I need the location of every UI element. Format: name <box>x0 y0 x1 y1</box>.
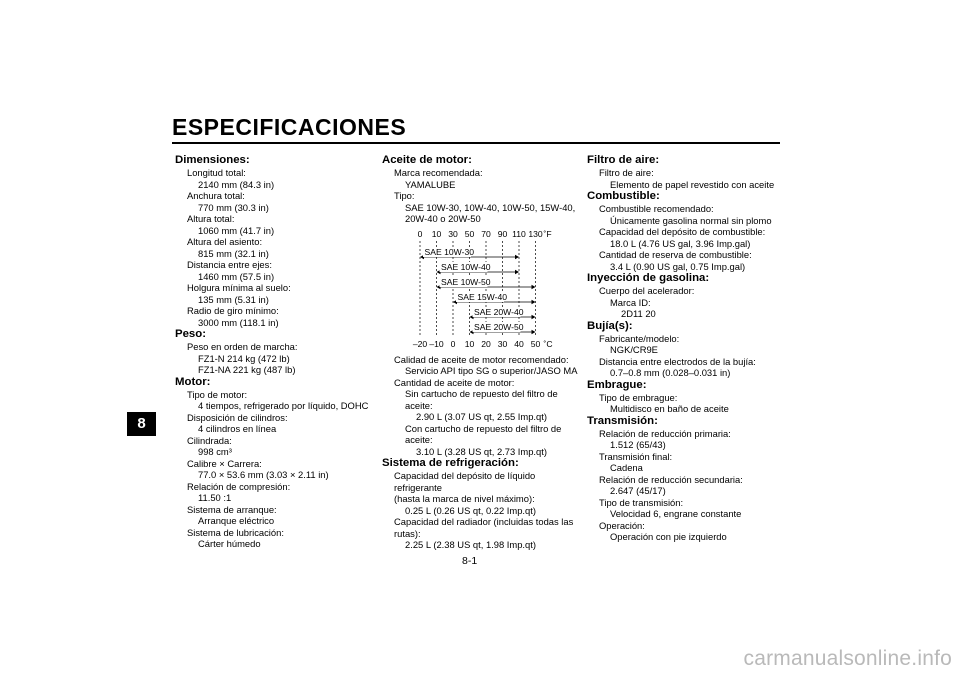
viscosity-band-label: SAE 10W-50 <box>441 276 491 287</box>
spec-line: Operación: <box>599 519 645 531</box>
spec-line: Relación de compresión: <box>187 480 291 492</box>
spec-line: YAMALUBE <box>405 178 456 190</box>
celsius-unit: ˚C <box>543 338 553 349</box>
spec-line: Servicio API tipo SG o superior/JASO MA <box>405 365 578 376</box>
spec-line: Cadena <box>610 462 643 473</box>
spec-line: Disposición de cilindros: <box>187 411 288 423</box>
spec-line: aceite: <box>405 434 433 445</box>
title-rule <box>172 142 780 144</box>
section-heading: Filtro de aire: <box>587 154 660 166</box>
spec-line: Altura total: <box>187 213 235 224</box>
band-arrow-right <box>532 284 536 288</box>
page-title: ESPECIFICACIONES <box>172 114 407 140</box>
spec-line: 4 tiempos, refrigerado por líquido, DOHC <box>198 400 369 411</box>
spec-line: Sin cartucho de repuesto del filtro de <box>405 388 558 399</box>
spec-line: Multidisco en baño de aceite <box>610 403 729 414</box>
spec-line: Transmisión final: <box>599 450 673 462</box>
section-heading: Bujía(s): <box>587 319 633 332</box>
spec-line: Cárter húmedo <box>198 538 261 549</box>
spec-line: 3000 mm (118.1 in) <box>198 316 279 328</box>
band-arrow-right <box>515 269 519 273</box>
spec-line: Cilindrada: <box>187 434 232 446</box>
spec-line: Peso en orden de marcha: <box>187 341 298 352</box>
spec-line: Arranque eléctrico <box>198 515 275 526</box>
spec-line: Distancia entre electrodos de la bujía: <box>599 355 756 367</box>
spec-line: (hasta la marca de nivel máximo): <box>394 493 535 504</box>
section-heading: Inyección de gasolina: <box>587 272 710 284</box>
fahrenheit-tick-label: 90 <box>497 228 508 239</box>
section-heading: Motor: <box>175 375 211 388</box>
spec-line: 770 mm (30.3 in) <box>198 201 269 213</box>
spec-line: Marca ID: <box>610 296 651 308</box>
spec-line: Tipo de transmisión: <box>599 496 684 508</box>
section-heading: Sistema de refrigeración: <box>382 457 519 469</box>
spec-line: 2140 mm (84.3 in) <box>198 178 275 190</box>
celsius-tick-label: 40 <box>514 338 524 349</box>
spec-line: Elemento de papel revestido con aceite <box>610 178 775 190</box>
spec-line: Tipo de embrague: <box>599 391 678 403</box>
spec-line: 998 cm³ <box>198 446 232 457</box>
fahrenheit-tick-label: 10 <box>431 228 442 239</box>
spec-line: Cantidad de reserva de combustible: <box>599 249 752 260</box>
page-number: 8-1 <box>462 555 478 567</box>
spec-line: 77.0 × 53.6 mm (3.03 × 2.11 in) <box>198 469 329 480</box>
band-arrow-right <box>515 254 519 258</box>
spec-line: Radio de giro mínimo: <box>187 305 279 316</box>
spec-line: 2.647 (45/17) <box>610 485 666 496</box>
celsius-tick-label: 20 <box>481 338 491 349</box>
spec-line: 2.25 L (2.38 US qt, 1.98 Imp.qt) <box>405 539 536 550</box>
spec-line: 0.7–0.8 mm (0.028–0.031 in) <box>610 367 731 378</box>
section-heading: Combustible: <box>587 190 660 202</box>
spec-line: Sistema de arranque: <box>187 503 277 515</box>
spec-line: FZ1-N 214 kg (472 lb) <box>198 352 290 364</box>
viscosity-band-label: SAE 10W-40 <box>441 261 491 272</box>
viscosity-band-label: SAE 10W-30 <box>424 246 475 257</box>
spec-line: 1.512 (65/43) <box>610 439 666 450</box>
oil-viscosity-chart <box>383 227 579 351</box>
section-heading: Dimensiones: <box>175 154 250 166</box>
spec-line: SAE 10W-30, 10W-40, 10W-50, 15W-40, <box>405 201 576 213</box>
spec-line: Combustible recomendado: <box>599 203 714 214</box>
spec-line: aceite: <box>405 399 433 411</box>
celsius-tick-label: 50 <box>530 338 541 349</box>
spec-line: Holgura mínima al suelo: <box>187 282 291 293</box>
spec-line: 18.0 L (4.76 US gal, 3.96 Imp.gal) <box>610 237 751 249</box>
spec-line: 2D11 20 <box>621 308 656 319</box>
spec-line: 3.10 L (3.28 US qt, 2.73 Imp.qt) <box>416 445 547 457</box>
watermark: carmanualsonline.info <box>743 647 952 670</box>
celsius-tick-label: –20 <box>412 338 428 349</box>
spec-line: Distancia entre ejes: <box>187 259 272 270</box>
section-heading: Aceite de motor: <box>382 154 472 166</box>
celsius-tick-label: –10 <box>429 338 444 349</box>
spec-line: Tipo de motor: <box>187 388 248 400</box>
spec-line: 815 mm (32.1 in) <box>198 247 269 259</box>
spec-line: Con cartucho de repuesto del filtro de <box>405 422 562 434</box>
celsius-tick-label: 10 <box>464 338 475 349</box>
celsius-tick-label: 0 <box>450 338 456 349</box>
spec-line: 1460 mm (57.5 in) <box>198 270 275 282</box>
fahrenheit-tick-label: 70 <box>481 228 491 239</box>
column-left <box>176 154 372 550</box>
spec-line: Capacidad del depósito de combustible: <box>599 226 766 237</box>
fahrenheit-tick-label: 50 <box>464 228 475 239</box>
fahrenheit-tick-label: 130 <box>528 228 543 239</box>
spec-line: 1060 mm (41.7 in) <box>198 224 275 236</box>
spec-line: 20W-40 o 20W-50 <box>405 213 481 224</box>
spec-line: FZ1-NA 221 kg (487 lb) <box>198 364 296 375</box>
fahrenheit-unit: ˚F <box>543 228 552 239</box>
spec-line: Operación con pie izquierdo <box>610 531 727 542</box>
spec-line: Filtro de aire: <box>599 167 654 178</box>
spec-line: Fabricante/modelo: <box>599 332 680 344</box>
oil-quantity-and-cooling-section <box>383 354 583 551</box>
chapter-tab: 8 <box>127 412 156 436</box>
engine-oil-section <box>383 154 583 225</box>
spec-line: Únicamente gasolina normal sin plomo <box>610 214 772 226</box>
column-middle <box>383 154 583 551</box>
spec-line: Marca recomendada: <box>394 167 483 178</box>
spec-line: Tipo: <box>394 190 415 201</box>
spec-line: Capacidad del radiador (incluidas todas las <box>394 516 574 527</box>
section-heading: Embrague: <box>587 378 647 391</box>
spec-line: Sistema de lubricación: <box>187 526 284 538</box>
spec-line: 0.25 L (0.26 US qt, 0.22 Imp.qt) <box>405 504 536 516</box>
spec-line: Cantidad de aceite de motor: <box>394 376 515 388</box>
spec-line: 11.50 :1 <box>198 492 232 503</box>
spec-line: Velocidad 6, engrane constante <box>610 508 742 519</box>
spec-line: 2.90 L (3.07 US qt, 2.55 Imp.qt) <box>416 411 547 422</box>
viscosity-band-label: SAE 20W-50 <box>474 321 524 332</box>
spec-line: Cuerpo del acelerador: <box>599 285 695 296</box>
fahrenheit-tick-label: 110 <box>512 228 526 239</box>
spec-line: NGK/CR9E <box>610 344 658 355</box>
band-arrow-right <box>532 329 536 333</box>
spec-line: 3.4 L (0.90 US gal, 0.75 Imp.gal) <box>610 260 746 272</box>
celsius-tick-label: 30 <box>497 338 508 349</box>
oil-viscosity-chart-svg <box>383 227 579 351</box>
spec-line: 4 cilindros en línea <box>198 423 277 434</box>
fahrenheit-tick-label: 0 <box>417 228 423 239</box>
spec-line: Altura del asiento: <box>187 236 263 247</box>
spec-line: Relación de reducción primaria: <box>599 427 731 439</box>
fahrenheit-tick-label: 30 <box>448 228 458 239</box>
viscosity-band-label: SAE 20W-40 <box>474 306 524 317</box>
spec-line: Calibre × Carrera: <box>187 457 262 469</box>
section-heading: Transmisión: <box>587 414 658 427</box>
spec-line: Capacidad del depósito de líquido refrigerante <box>394 470 536 493</box>
spec-line: Anchura total: <box>187 190 245 201</box>
spec-line: 135 mm (5.31 in) <box>198 293 269 305</box>
section-heading: Peso: <box>175 328 207 340</box>
viscosity-band-label: SAE 15W-40 <box>457 291 508 302</box>
spec-line: Calidad de aceite de motor recomendado: <box>394 353 569 365</box>
column-right <box>588 154 784 543</box>
spec-line: Longitud total: <box>187 167 246 178</box>
spec-line: Relación de reducción secundaria: <box>599 473 743 485</box>
band-arrow-right <box>532 314 536 318</box>
band-arrow-right <box>532 299 536 303</box>
spec-line: rutas): <box>394 527 421 539</box>
